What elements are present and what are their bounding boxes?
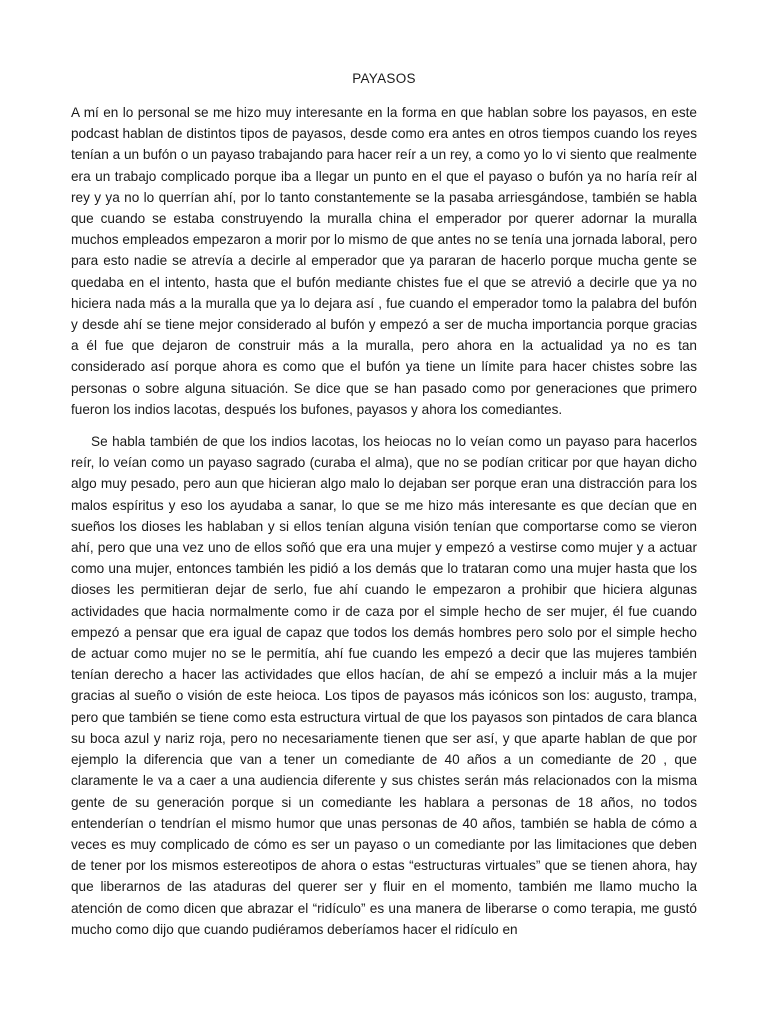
paragraph-1: A mí en lo personal se me hizo muy interesante en la forma en que hablan sobre los payasos, en este podcast hablan de distintos tipos de payasos, desde como era antes en otros tiempos cuando los reyes tenían a un bufón o un payaso trabajando para hacer reír a un rey, a como yo lo vi siento que realmente era un trabajo complicado porque iba a llegar un punto en el que el payaso o bufón ya no haría reír al rey y ya no lo querrían ahí, por lo tanto constantemente se la pasaba arriesgándose, también se habla que cuando se estaba construyendo la muralla china el emperador por querer adornar la muralla muchos empleados empezaron a morir por lo mismo de que antes no se tenía una jornada laboral, pero para esto nadie se atrevía a decirle al emperador que ya pararan de hacerlo porque mucha gente se quedaba en el intento, hasta que el bufón mediante chistes fue el que se atrevió a decirle que ya no hiciera nada más a la muralla que ya lo dejara así , fue cuando el emperador tomo la palabra del bufón y desde ahí se tiene mejor considerado al bufón y empezó a ser de mucha importancia porque gracias a él fue que dejaron de construir más a la muralla, pero ahora en la actualidad ya no es tan considerado así porque ahora es como que el bufón ya tiene un límite para hacer chistes sobre las personas o sobre alguna situación. Se dice que se han pasado como por generaciones que primero fueron los indios lacotas, después los bufones, payasos y ahora los comediantes. bbox=[71, 105, 697, 417]
paragraph-2: Se habla también de que los indios lacotas, los heiocas no lo veían como un payaso para hacerlos reír, lo veían como un payaso sagrado (curaba el alma), que no se podían criticar por que hayan dicho algo muy pesado, pero aun que hicieran algo malo lo dejaban ser porque eran una distracción para los malos espíritus y eso los ayudaba a sanar, lo que se me hizo más interesante es que decían que en sueños los dioses les hablaban y si ellos tenían alguna visión tenían que comportarse como se vieron ahí, pero que una vez uno de ellos soñó que era una mujer y empezó a vestirse como mujer y a actuar como una mujer, entonces también les pidió a los demás que lo trataran como una mujer hasta que los dioses les permitieran dejar de serlo, fue ahí cuando le empezaron a prohibir que hiciera algunas actividades que hacia normalmente como ir de caza por el simple hecho de ser mujer, él fue cuando empezó a pensar que era igual de capaz que todos los demás hombres pero solo por el simple hecho de actuar como mujer no se le permitía, ahí fue cuando les empezó a decir que las mujeres también tenían derecho a hacer las actividades que ellos hacían, de ahí se empezó a incluir más a la mujer gracias al sueño o visión de este heioca. Los tipos de payasos más icónicos son los: augusto, trampa, pero que también se tiene como esta estructura virtual de que los payasos son pintados de cara blanca su boca azul y nariz roja, pero no necesariamente tienen que ser así, y que aparte hablan de que por ejemplo la diferencia que van a tener un comediante de 40 años a un comediante de 20 , que claramente le va a caer a una audiencia diferente y sus chistes serán más relacionados con la misma gente de su generación porque si un comediante les hablara a personas de 18 años, no todos entenderían o tendrían el mismo humor que unas personas de 40 años, también se habla de cómo a veces es muy complicado de cómo es ser un payaso o un comediante por las limitaciones que deben de tener por los mismos estereotipos de ahora o estas “estructuras virtuales” que se tienen ahora, hay que liberarnos de las ataduras del querer ser y fluir en el momento, también me llamo mucho la atención de como dicen que abrazar el “ridículo” es una manera de liberarse o como terapia, me gustó mucho como dijo que cuando pudiéramos deberíamos hacer el ridículo en bbox=[71, 434, 697, 937]
document-title: PAYASOS bbox=[352, 71, 416, 86]
document-body bbox=[71, 102, 697, 940]
